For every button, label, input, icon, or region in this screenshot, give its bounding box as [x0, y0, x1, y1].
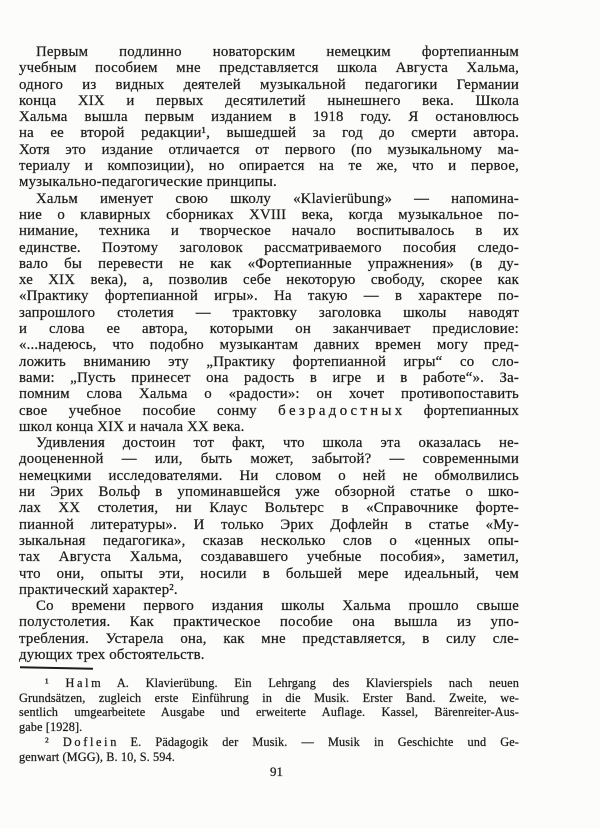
text-line: ни Эрих Вольф в упоминавшейся уже обзорной статье о шко- — [19, 484, 519, 501]
text-line: «...надеюсь, что подобно музыкантам давних времен могу пред- — [19, 337, 519, 354]
text-line: тах Августа Хальма, создававшего учебные пособия», заметил, — [19, 549, 519, 566]
text-line: единстве. Поэтому заголовок рассматриваемого пособия следо- — [19, 239, 519, 256]
text-line: хе XIX века), а, позволив себе некоторую свободу, скорее как — [19, 272, 519, 289]
text-line: Первым подлинно новаторским немецким фортепианным — [36, 44, 519, 60]
text-line: Удивления достоин тот факт, что школа эта оказалась не- — [36, 435, 519, 452]
text-line: учебным пособием мне представляется школа Августа Хальма, — [19, 60, 519, 77]
text-line: школ конца XIX и начала XX века. — [19, 418, 245, 435]
text-line: вало бы перевести не как «Фортепианные упражнения» (в ду- — [19, 255, 519, 272]
text-line: genwart (MGG), B. 10, S. 594. — [19, 749, 175, 764]
paragraph — [19, 44, 519, 191]
text-line: gabe [1928]. — [19, 720, 83, 735]
text-line: помним слова Хальма о «радости»: он хочет противопоставить — [19, 386, 519, 403]
text-line: Grundsätzen, zugleich erste Einführung in die Musik. Erster Band. Zweite, we- — [19, 690, 519, 705]
footnotes — [19, 676, 519, 764]
text-line: практический характер². — [19, 581, 178, 598]
text-line: пианной литературы». И только Эрих Дофлейн в статье «Му- — [19, 516, 519, 533]
text-line: дооцененной — или, быть может, забытой? — современными — [19, 451, 519, 468]
footnote — [19, 676, 519, 735]
text-line: запрошлого столетия — трактовку заголовка школы наводят — [19, 304, 519, 321]
text-line: ние о клавирных сборниках XVIII века, когда музыкальное по- — [19, 206, 519, 223]
paragraph — [19, 598, 519, 663]
text-line: и слова ее автора, которыми он заканчивает предисловие: — [19, 321, 519, 338]
text-line: Хотя это издание отличается от первого (по музыкальному ма- — [19, 141, 519, 158]
paragraph — [19, 435, 519, 598]
text-line: немецкими исследователями. Ни словом о ней не обмолвились — [19, 467, 519, 484]
text-line: на ее второй редакции¹, вышедшей за год до смерти автора. — [19, 125, 519, 142]
text-line: музыкально-педагогические принципы. — [19, 174, 277, 191]
text-line: ¹ H a l m A. Klavierübung. Ein Lehrgang des Klavierspiels nach neuen — [45, 676, 519, 690]
text-line: «Практику фортепианной игры». На такую — в характере по- — [19, 288, 519, 305]
text-line: Хальм именует свою школу «Klavierübung» — напомина- — [36, 190, 519, 207]
text-line: териалу и композиции), но опирается на те же, что и первое, — [19, 158, 519, 175]
text-line: нимание, техника и творческое начало воспитывалось в их — [19, 223, 519, 240]
text-line: одного из видных деятелей музыкальной педагогики Германии — [19, 76, 519, 93]
text-line: конца XIX и первых десятилетий нынешнего века. Школа — [19, 92, 519, 109]
page-number: 91 — [270, 764, 283, 779]
footnote-separator — [20, 666, 93, 670]
text-line: полустолетия. Как практическое пособие она вышла из упо- — [19, 614, 519, 631]
text-line: Хальма вышла первым изданием в 1918 году. Я остановлюсь — [19, 109, 519, 126]
text-line: Со времени первого издания школы Хальма прошло свыше — [36, 598, 519, 615]
text-line: зыкальная педагогика», сказав несколько слов о «ценных опы- — [19, 532, 519, 549]
text-line: свое учебное пособие сонму б е з р а д о с т н ы х фортепианных — [19, 402, 519, 419]
text-line: вами: „Пусть принесет она радость в игре и в работе“». За- — [19, 369, 519, 386]
text-line: sentlich umgearbeitete Ausgabe und erweiterte Auflage. Kassel, Bärenreiter-Aus- — [19, 705, 519, 720]
footnote — [19, 735, 519, 764]
text-line: лах XX столетия, ни Клаус Вольтерс в «Справочнике форте- — [19, 500, 519, 517]
text-line: требления. Устарела она, как мне представляется, в силу сле- — [19, 630, 519, 647]
text-line: что они, опыты эти, носили в большей мере идеальный, чем — [19, 565, 519, 582]
text-line: ² D o f l e i n E. Pädagogik der Musik. — Musik in Geschichte und Ge- — [45, 734, 519, 749]
text-line: ложить вниманию эту „Практику фортепианной игры“ со сло- — [19, 353, 519, 370]
paragraph — [19, 191, 519, 435]
text-line: дующих трех обстоятельств. — [19, 646, 205, 663]
body-text — [19, 44, 519, 663]
